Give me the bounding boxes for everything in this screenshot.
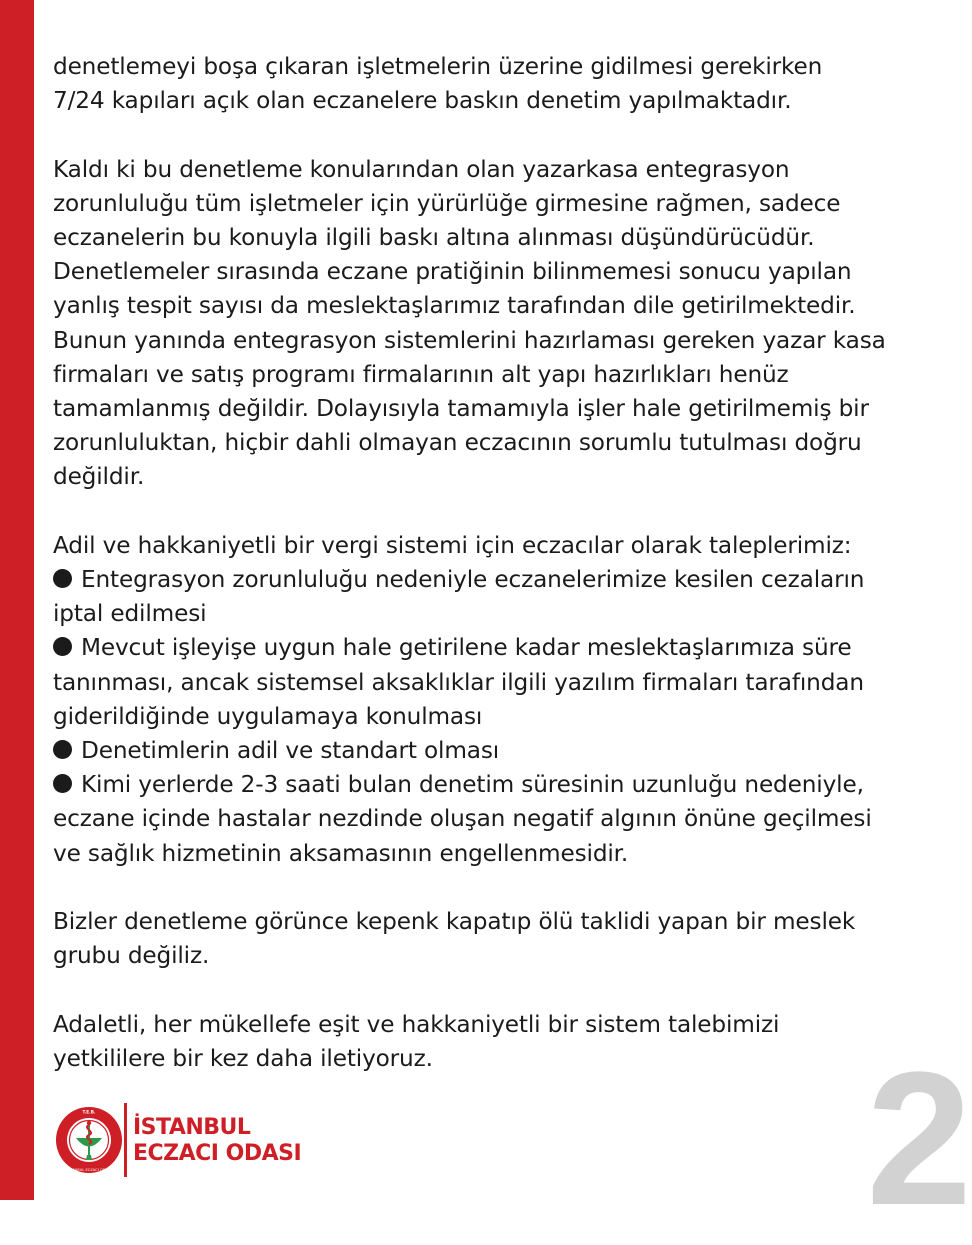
- bullet-icon: [53, 637, 72, 656]
- demand-item: [53, 734, 933, 768]
- text-line: Bunun yanında entegrasyon sistemlerini hazırlaması gereken yazar kasa: [53, 326, 886, 354]
- text-line: eczane içinde hastalar nezdinde oluşan negatif algının önüne geçilmesi: [53, 805, 872, 833]
- text-line: zorunluluktan, hiçbir dahli olmayan eczacının sorumlu tutulması doğru: [53, 429, 862, 457]
- caduceus-bowl-icon: [54, 1105, 124, 1175]
- text-line: değildir.: [53, 463, 145, 491]
- bullet-icon: [53, 774, 72, 793]
- text-line: iptal edilmesi: [53, 600, 207, 628]
- page-number: 2: [866, 1033, 972, 1245]
- text-line: eczanelerin bu konuyla ilgili baskı altına alınması düşündürücüdür.: [53, 224, 815, 251]
- text-line: 7/24 kapıları açık olan eczanelere baskın denetim yapılmaktadır.: [53, 87, 792, 115]
- closing-paragraph-1: [53, 905, 933, 973]
- demand-item: [53, 631, 933, 734]
- demand-item: [53, 563, 933, 631]
- svg-text:İSTANBUL ECZACI ODASI: İSTANBUL ECZACI ODASI: [66, 1168, 112, 1172]
- demands-intro: Adil ve hakkaniyetli bir vergi sistemi için eczacılar olarak taleplerimiz:: [53, 531, 852, 559]
- text-line: denetlemeyi boşa çıkaran işletmelerin üzerine gidilmesi gerekirken: [53, 53, 823, 80]
- text-line: tanınması, ancak sistemsel aksaklıklar ilgili yazılım firmaları tarafından: [53, 668, 864, 696]
- text-line: firmaları ve satış programı firmalarının alt yapı hazırlıkları henüz: [53, 360, 789, 388]
- text-line: ve sağlık hizmetinin aksamasının engellenmesidir.: [53, 839, 629, 867]
- logo-text: [133, 1115, 301, 1167]
- text-line: tamamlanmış değildir. Dolayısıyla tamamıyla işler hale getirilmemiş bir: [53, 395, 869, 423]
- document-body: [53, 50, 933, 1076]
- text-line: grubu değiliz.: [53, 942, 210, 970]
- text-line: Bizler denetleme görünce kepenk kapatıp ölü taklidi yapan bir meslek: [53, 908, 856, 936]
- paragraph-2: [53, 153, 933, 495]
- bullet-icon: [53, 740, 72, 759]
- text-line: Denetlemeler sırasında eczane pratiğinin bilinmemesi sonucu yapılan: [53, 258, 852, 286]
- paragraph-1: [53, 50, 933, 118]
- text-line: Entegrasyon zorunluluğu nedeniyle eczanelerimize kesilen cezaların: [81, 566, 865, 594]
- text-line: yetkililere bir kez daha iletiyoruz.: [53, 1044, 433, 1072]
- svg-text:T.E.B.: T.E.B.: [82, 1109, 96, 1115]
- text-line: yanlış tespit sayısı da meslektaşlarımız tarafından dile getirilmektedir.: [53, 292, 856, 320]
- text-line: giderildiğinde uygulamaya konulması: [53, 702, 483, 730]
- left-accent-bar: [0, 0, 34, 1200]
- logo-line-istanbul: İSTANBUL: [133, 1115, 251, 1140]
- istanbul-eczaci-odasi-logo: [54, 1103, 324, 1179]
- logo-line-eczaci-odasi: ECZACI ODASI: [133, 1141, 302, 1166]
- text-line: Mevcut işleyişe uygun hale getirilene kadar meslektaşlarımıza süre: [81, 634, 852, 662]
- text-line: Denetimlerin adil ve standart olması: [81, 737, 500, 765]
- logo-divider: [124, 1103, 127, 1177]
- text-line: Kimi yerlerde 2-3 saati bulan denetim süresinin uzunluğu nedeniyle,: [81, 771, 864, 799]
- text-line: zorunluluğu tüm işletmeler için yürürlüğe girmesine rağmen, sadece: [53, 189, 841, 217]
- text-line: Kaldı ki bu denetleme konularından olan yazarkasa entegrasyon: [53, 155, 790, 183]
- closing-paragraph-2: [53, 1008, 933, 1076]
- demands-section: [53, 529, 933, 871]
- text-line: Adaletli, her mükellefe eşit ve hakkaniyetli bir sistem talebimizi: [53, 1010, 780, 1038]
- bullet-icon: [53, 569, 72, 588]
- demand-item: [53, 768, 933, 871]
